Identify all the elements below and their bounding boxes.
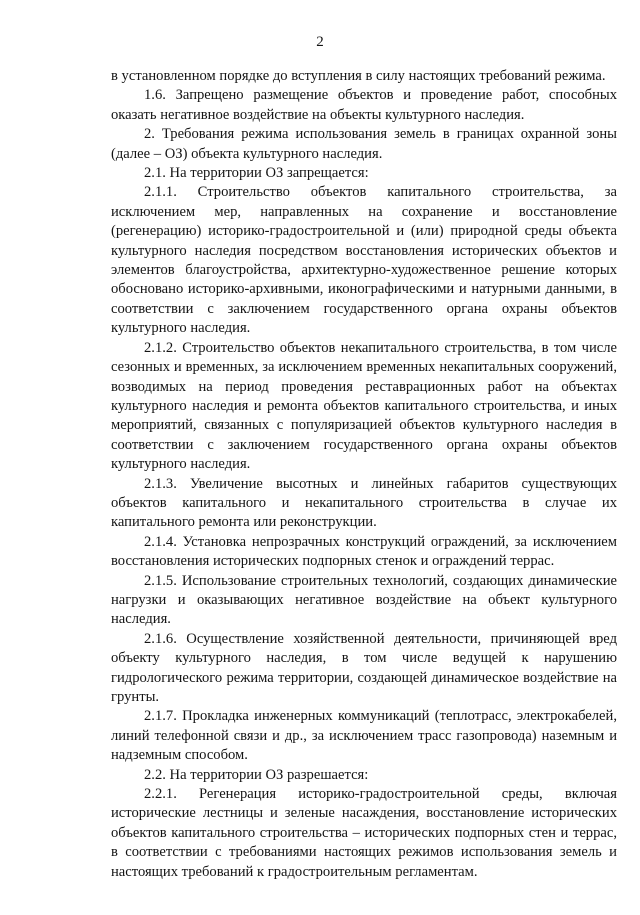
paragraph-2-1: 2.1. На территории ОЗ запрещается: <box>144 165 369 182</box>
paragraph-2-1-4: 2.1.4. Установка непрозрачных конструкций ограждений, за исключением восстановления исторических подпорных стенок и ограждений террас. <box>111 533 617 570</box>
paragraph-2-1-2: 2.1.2. Строительство объектов некапитального строительства, в том числе сезонных и временных, за исключением временных некапитальных сооружений, возводимых на период проведения реставрационных работ на объектах культурного наследия и ремонта объектов капитального строительства, и иных мероприятий, связанных с популяризацией объектов культурного наследия в соответствии с заключением государственного органа охраны объектов культурного наследия. <box>111 339 617 473</box>
paragraph-2-1-7: 2.1.7. Прокладка инженерных коммуникаций (теплотрасс, электрокабелей, линий телефонной связи и др., за исключением трасс газопровода) наземным и надземным способом. <box>111 708 617 764</box>
paragraph-2-1-3: 2.1.3. Увеличение высотных и линейных габаритов существующих объектов капитального и некапитального строительства в случае их капитального ремонта или реконструкции. <box>111 475 617 531</box>
paragraph-2-1-5: 2.1.5. Использование строительных технологий, создающих динамические нагрузки и оказывающих негативное воздействие на объект культурного наследия. <box>111 572 617 628</box>
document-body <box>111 67 617 882</box>
paragraph-2-1-1: 2.1.1. Строительство объектов капитального строительства, за исключением мер, направленных на сохранение и восстановление (регенерацию) историко-градостроительной и (или) природной среды объекта культурного наследия посредством восстановления исторических объектов и элементов благоустройства, архитектурно-художественное решение которых обосновано историко-архивными, иконографическими и натурными данными, в соответствии с заключением государственного органа охраны объектов культурного наследия. <box>111 184 617 337</box>
paragraph-continuation: в установленном порядке до вступления в силу настоящих требований режима. <box>111 68 606 84</box>
paragraph-1-6: 1.6. Запрещено размещение объектов и проведение работ, способных оказать негативное воздействие на объекты культурного наследия. <box>111 87 617 123</box>
paragraph-2-2-1: 2.2.1. Регенерация историко-градостроительной среды, включая исторические лестницы и зеленые насаждения, восстановление исторических объектов капитального строительства – исторических подпорных стен и террас, в соответствии с требованиями настоящих режимов использования земель и настоящих требований к градостроительным регламентам. <box>111 786 617 880</box>
paragraph-2-1-6: 2.1.6. Осуществление хозяйственной деятельности, причиняющей вред объекту культурного наследия, в том числе ведущей к нарушению гидрологического режима территории, создающей динамическое воздействие на грунты. <box>111 630 617 705</box>
page-number: 2 <box>316 34 324 50</box>
paragraph-2: 2. Требования режима использования земель в границах охранной зоны (далее – ОЗ) объекта культурного наследия. <box>111 126 617 162</box>
paragraph-2-2: 2.2. На территории ОЗ разрешается: <box>144 766 369 783</box>
